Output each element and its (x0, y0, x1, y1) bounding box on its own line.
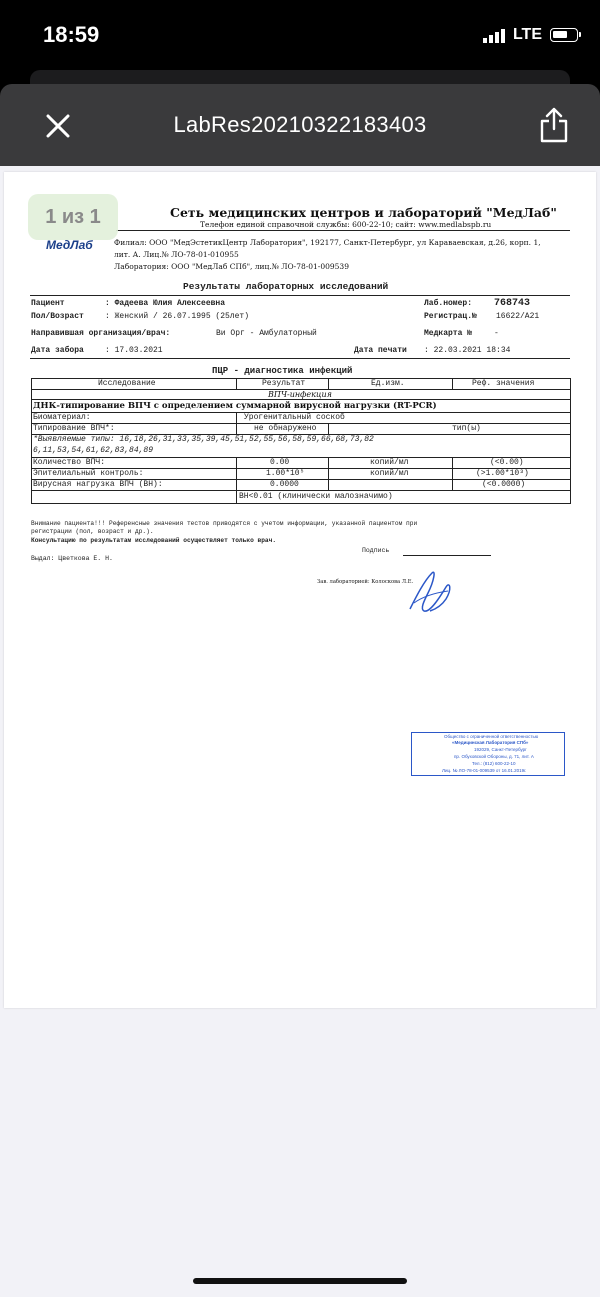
reg-label: Регистрац.№ (424, 312, 477, 321)
table-col (328, 423, 329, 434)
row-result: не обнаружено (254, 424, 317, 433)
signature-line (403, 555, 491, 556)
viewer-navbar (0, 84, 600, 166)
head-of-lab: Зав. лабораторией: Колоскова Л.Е. (317, 579, 414, 585)
row-name: Вирусная нагрузка ВПЧ (ВН): (33, 480, 163, 489)
document-title: LabRes20210322183403 (173, 112, 427, 137)
print-date-label: Дата печати (354, 346, 407, 355)
row-unit: тип(ы) (452, 424, 481, 433)
phone-line: Телефон единой справочной службы: 600-22-10; сайт: www.medlabspb.ru (200, 220, 492, 229)
page-indicator: 1 из 1 (28, 194, 118, 240)
share-icon[interactable] (539, 106, 569, 144)
status-bar (0, 0, 600, 70)
pdf-viewer[interactable] (0, 166, 600, 1297)
sample-date-label: Дата забора (31, 346, 84, 355)
info-divider (30, 358, 570, 359)
row-result: 0.0000 (270, 480, 299, 489)
signature-scribble (406, 567, 456, 617)
table-col (452, 378, 453, 389)
stamp-line: «Медицинская Лаборатория СПб» (452, 740, 529, 745)
referral-label: Направившая организация/врач: (31, 329, 171, 338)
section-title: ПЦР - диагностика инфекций (212, 366, 353, 376)
table-col (236, 378, 237, 389)
vn-note: ВН<0.01 (клинически малозначимо) (239, 492, 393, 501)
patient-label: Пациент (31, 299, 65, 308)
lab-number-label: Лаб.номер: (424, 299, 473, 308)
branch-line-2: лит. А. Лиц.№ ЛО-78-01-010955 (114, 250, 239, 259)
report-title: Результаты лабораторных исследований (183, 281, 389, 292)
table-header-unit: Ед.изм. (371, 379, 405, 388)
footer-note-2: регистрации (пол, возраст и др.). (31, 528, 154, 535)
issued-by: Выдал: Цветкова Е. Н. (31, 555, 113, 562)
row-result: 0.00 (270, 458, 290, 467)
row-result: Урогенитальный соскоб (244, 413, 345, 422)
row-ref: (<0.0000) (482, 480, 526, 489)
stamp-line: Тел.: (812) 600-22-10 (472, 761, 516, 766)
stamp-line: пр. Обуховской Обороны, д. 71, лит. А (454, 754, 534, 759)
document-page (4, 172, 596, 1008)
table-col (328, 378, 329, 389)
table-header-result: Результат (262, 379, 306, 388)
sample-date-value: : 17.03.2021 (105, 346, 163, 355)
table-line (31, 490, 571, 491)
types-note-2: 6,11,53,54,61,62,83,84,89 (33, 446, 154, 455)
table-header-ref: Реф. значения (472, 379, 535, 388)
footer-note-1: Внимание пациента!!! Референсные значения тестов приводятся с учетом информации, указанной пациентом при (31, 520, 418, 527)
status-indicators (483, 26, 578, 44)
reg-value: 16622/A21 (496, 312, 540, 321)
signal-icon (483, 27, 505, 43)
footer-note-3: Консультацию по результатам исследований осуществляет только врач. (31, 537, 277, 544)
referral-value: Ви Орг - Амбулаторный (216, 329, 317, 338)
row-name: Количество ВПЧ: (33, 458, 106, 467)
table-col (236, 412, 237, 434)
medcard-label: Медкарта № (424, 329, 473, 338)
table-subheader: ВПЧ-инфекция (268, 390, 332, 399)
org-title: Сеть медицинских центров и лабораторий "МедЛаб" (170, 205, 557, 220)
table-header-test: Исследование (98, 379, 156, 388)
row-unit: копий/мл (370, 458, 409, 467)
row-name: Эпителиальный контроль: (33, 469, 144, 478)
row-unit: копий/мл (370, 469, 409, 478)
table-col (236, 457, 237, 504)
medcard-value: - (494, 329, 499, 338)
home-indicator[interactable] (193, 1278, 407, 1284)
test-name: ДНК-типирование ВПЧ с определением суммарной вирусной нагрузки (RT-PCR) (33, 401, 437, 411)
medlab-logo: МедЛаб (46, 238, 93, 252)
network-label: LTE (512, 26, 542, 43)
stamp-line: Общество с ограниченной ответственностью (444, 734, 539, 739)
report-title-divider (30, 295, 570, 296)
stamp-line: 192029, Санкт-Петербург (474, 747, 527, 752)
sex-age-label: Пол/Возраст (31, 312, 84, 321)
status-time: 18:59 (43, 22, 100, 47)
battery-icon (550, 28, 578, 42)
row-ref: (>1.00*10³) (476, 469, 529, 478)
table-col (328, 457, 329, 490)
types-note-1: *Выявляемые типы: 16,18,26,31,33,35,39,45,51,52,55,56,58,59,66,68,73,82 (33, 435, 374, 444)
table-line (31, 399, 571, 400)
row-result: 1.00*10⁵ (266, 469, 305, 478)
lab-number-value: 768743 (494, 298, 531, 309)
branch-line-1: Филиал: ООО "МедЭстетикЦентр Лаборатория", 192177, Санкт-Петербург, ул Караваевская, д.26, корп. 1, (114, 238, 541, 247)
header-divider (116, 230, 570, 231)
print-date-value: : 22.03.2021 18:34 (424, 346, 511, 355)
table-col (452, 457, 453, 490)
lab-line: Лаборатория: ООО "МедЛаб СПб", лиц.№ ЛО-78-01-009539 (114, 262, 349, 271)
stamp-line: Лиц. № ЛО-78-01-009539 от 16.01.2019г. (442, 768, 527, 773)
row-ref: (<0.00) (490, 458, 524, 467)
lab-stamp (411, 732, 565, 776)
sex-age-value: : Женский / 26.07.1995 (25лет) (105, 312, 250, 321)
row-name: Типирование ВПЧ*: (33, 424, 115, 433)
patient-value: : Фадеева Юлия Алексеевна (105, 299, 226, 308)
row-name: Биоматериал: (33, 413, 91, 422)
signature-label: Подпись (362, 547, 390, 554)
